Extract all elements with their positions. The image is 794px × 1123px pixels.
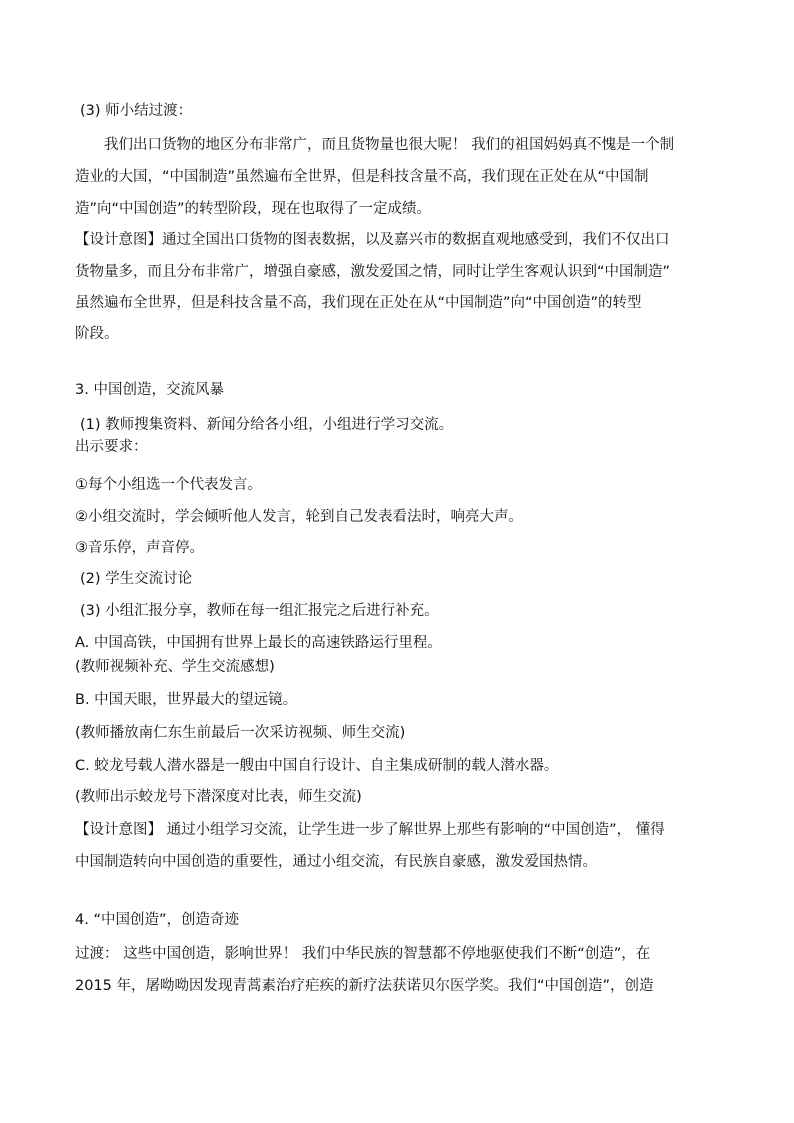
design-intent-line: 【设计意图】 通过小组学习交流，让学生进一步了解世界上那些有影响的“中国创造”， 懂得 [75,822,665,838]
summary-paragraph-line: 造”向“中国创造”的转型阶段，现在也取得了一定成绩。 [75,201,432,217]
step-2: (2) 学生交流讨论 [80,571,193,587]
example-item: C. 蛟龙号载人潜水器是一艘由中国自行设计、自主集成研制的载人潜水器。 [75,758,559,774]
step-3: (3) 小组汇报分享，教师在每一组汇报完之后进行补充。 [80,603,439,619]
example-note: (教师播放南仁东生前最后一次采访视频、师生交流) [75,725,406,741]
transition-line: 过渡： 这些中国创造，影响世界！ 我们中华民族的智慧都不停地驱使我们不断“创造”，在 [75,946,651,962]
summary-paragraph-line: 我们出口货物的地区分布非常广，而且货物量也很大呢！ 我们的祖国妈妈真不愧是一个制 [104,137,675,153]
section-4-title: 4. “中国创造”，创造奇迹 [75,912,239,928]
requirement-item: ②小组交流时，学会倾听他人发言，轮到自己发表看法时，响亮大声。 [75,509,523,525]
requirement-item: ③音乐停，声音停。 [75,540,204,556]
example-note: (教师出示蛟龙号下潜深度对比表，师生交流) [75,789,362,805]
section-3-title: 3. 中国创造，交流风暴 [75,382,224,398]
example-note: (教师视频补充、学生交流感想) [75,659,275,675]
summary-heading: (3) 师小结过渡： [80,103,193,119]
example-item: B. 中国天眼，世界最大的望远镜。 [75,692,298,708]
requirements-label: 出示要求： [75,439,148,455]
design-intent-line: 货物量多，而且分布非常广，增强自豪感，激发爱国之情，同时让学生客观认识到“中国制造” [75,264,671,280]
requirement-item: ①每个小组选一个代表发言。 [75,477,262,493]
transition-line: 2015 年，屠呦呦因发现青蒿素治疗疟疾的新疗法获诺贝尔医学奖。我们“中国创造”，创造 [75,978,654,994]
step-1: (1) 教师搜集资料、新闻分给各小组，小组进行学习交流。 [80,417,454,433]
design-intent-line: 虽然遍布全世界，但是科技含量不高，我们现在正处在从“中国制造”向“中国创造”的转型 [75,295,642,311]
design-intent-line: 【设计意图】通过全国出口货物的图表数据，以及嘉兴市的数据直观地感受到，我们不仅出口 [75,232,670,248]
summary-paragraph-line: 造业的大国，“中国制造”虽然遍布全世界，但是科技含量不高，我们现在正处在从“中国制 [75,169,649,185]
design-intent-line: 中国制造转向中国创造的重要性，通过小组交流，有民族自豪感，激发爱国热情。 [75,854,597,870]
design-intent-line: 阶段。 [75,326,119,342]
example-item: A. 中国高铁，中国拥有世界上最长的高速铁路运行里程。 [75,635,442,651]
